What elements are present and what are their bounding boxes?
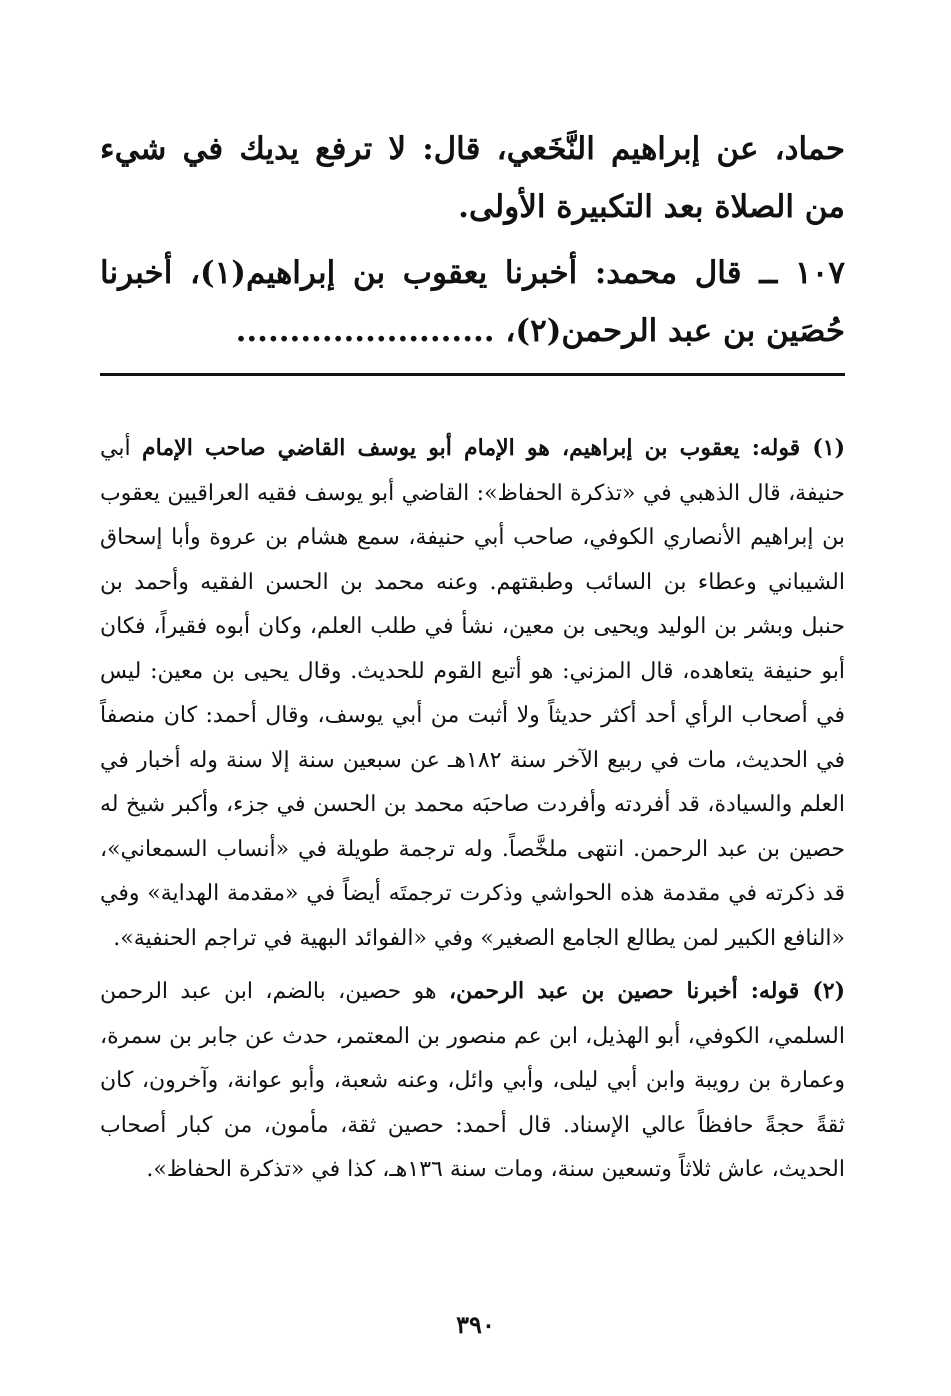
ellipsis-dots: ........................: [235, 313, 495, 349]
footnote-divider: [100, 373, 845, 376]
footnote-2-lead: (٢) قوله: أخبرنا حصين بن عبد الرحمن،: [448, 978, 845, 1004]
page-number: ٣٩٠: [456, 1310, 495, 1339]
main-text: [100, 120, 845, 360]
main-paragraph-2: [100, 244, 845, 360]
footnote-2: [100, 969, 845, 1193]
hadith-107-text: ١٠٧ ــ قال محمد: أخبرنا يعقوب بن إبراهيم(١)، أخبرنا حُصَين بن عبد الرحمن(٢)،: [100, 255, 845, 349]
footnote-1-lead: (١) قوله: يعقوب بن إبراهيم، هو الإمام أبو يوسف القاضي صاحب الإمام: [142, 435, 845, 461]
footnotes: [100, 426, 845, 1193]
footnote-1-text: أبي حنيفة، قال الذهبي في «تذكرة الحفاظ»: القاضي أبو يوسف فقيه العراقيين يعقوب بن إبراهيم الأنصاري الكوفي، صاحب أبي حنيفة، سمع هشام بن عروة وأبا إسحاق الشيباني وعطاء بن السائب وطبقتهم. وعنه محمد بن الحسن الفقيه وأحمد بن حنبل وبشر بن الوليد ويحيى بن معين، نشأ في طلب العلم، وكان أبوه فقيراً، فكان أبو حنيفة يتعاهده، قال المزني: هو أتبع القوم للحديث. وقال يحيى بن معين: ليس في أصحاب الرأي أحد أكثر حديثاً ولا أثبت من أبي يوسف، وقال أحمد: كان منصفاً في الحديث، مات في ربيع الآخر سنة ١٨٢هـ عن سبعين سنة إلا سنة وله أخبار في العلم والسيادة، قد أفردته وأفردت صاحبَه محمد بن الحسن في جزء، وأكبر شيخ له حصين بن عبد الرحمن. انتهى ملخَّصاً. وله ترجمة طويلة في «أنساب السمعاني»، قد ذكرته في مقدمة هذه الحواشي وذكرت ترجمتَه أيضاً في «مقدمة الهداية» وفي «النافع الكبير لمن يطالع الجامع الصغير» وفي «الفوائد البهية في تراجم الحنفية».: [100, 436, 846, 951]
footnote-1: [100, 426, 845, 961]
footnote-2-text: هو حصين، بالضم، ابن عبد الرحمن السلمي، الكوفي، أبو الهذيل، ابن عم منصور بن المعتمر، حدث عن جابر بن سمرة، وعمارة بن رويبة وابن أبي ليلى، وأبي وائل، وعنه شعبة، وأبو عوانة، وآخرون، كان ثقةً حجةً حافظاً عالي الإسناد. قال أحمد: حصين ثقة، مأمون، من كبار أصحاب الحديث، عاش ثلاثاً وتسعين سنة، ومات سنة ١٣٦هـ، كذا في «تذكرة الحفاظ».: [100, 979, 845, 1182]
main-paragraph-1: حماد، عن إبراهيم النَّخَعي، قال: لا ترفع يديك في شيء من الصلاة بعد التكبيرة الأولى.: [100, 131, 845, 225]
